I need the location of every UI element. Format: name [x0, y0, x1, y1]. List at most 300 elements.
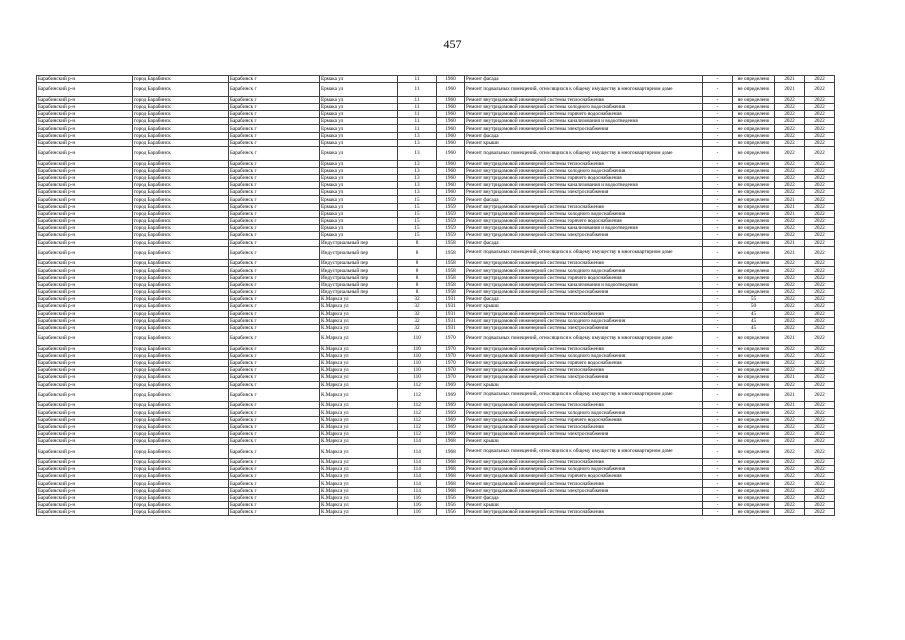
cell-work-type: Ремонт внутридомовой инженерной системы холодного водоснабжения: [465, 267, 703, 274]
cell-district: Барабинский р-н: [37, 239, 133, 246]
cell-year-built: 1959: [437, 225, 465, 232]
cell-dash-column: -: [703, 96, 733, 103]
cell-house-number: 11: [398, 118, 437, 125]
table-row: [37, 466, 835, 473]
cell-cost: не определено: [733, 352, 775, 359]
cell-locality: Барабинск г: [229, 487, 320, 494]
cell-locality: Барабинск г: [229, 381, 320, 388]
cell-year-built: 1959: [437, 218, 465, 225]
cell-work-type: Ремонт внутридомовой инженерной системы холодного водоснабжения: [465, 466, 703, 473]
cell-district: Барабинский р-н: [37, 352, 133, 359]
cell-municipality: город Барабинск: [133, 494, 229, 501]
cell-municipality: город Барабинск: [133, 480, 229, 487]
cell-end-year: 2022: [805, 232, 835, 239]
cell-work-type: Ремонт фасада: [465, 494, 703, 501]
table-row: [37, 203, 835, 210]
cell-district: Барабинский р-н: [37, 160, 133, 167]
cell-district: Барабинский р-н: [37, 96, 133, 103]
table-row: [37, 345, 835, 352]
cell-start-year: 2022: [775, 416, 805, 423]
cell-cost: не определено: [733, 96, 775, 103]
cell-work-type: Ремонт внутридомовой инженерной системы горячего водоснабжения: [465, 174, 703, 181]
cell-cost: не определено: [733, 402, 775, 409]
cell-district: Барабинский р-н: [37, 445, 133, 459]
cell-locality: Барабинск г: [229, 125, 320, 132]
cell-district: Барабинский р-н: [37, 76, 133, 83]
cell-year-built: 1969: [437, 431, 465, 438]
cell-work-type: Ремонт внутридомовой инженерной системы горячего водоснабжения: [465, 360, 703, 367]
cell-locality: Барабинск г: [229, 303, 320, 310]
cell-municipality: город Барабинск: [133, 310, 229, 317]
cell-municipality: город Барабинск: [133, 182, 229, 189]
cell-year-built: 1970: [437, 345, 465, 352]
table-row: [37, 487, 835, 494]
cell-district: Барабинский р-н: [37, 125, 133, 132]
cell-municipality: город Барабинск: [133, 196, 229, 203]
cell-municipality: город Барабинск: [133, 167, 229, 174]
cell-street: К.Маркса ул: [320, 409, 398, 416]
cell-year-built: 1960: [437, 182, 465, 189]
cell-work-type: Ремонт внутридомовой инженерной системы горячего водоснабжения: [465, 473, 703, 480]
table-row: [37, 96, 835, 103]
cell-end-year: 2022: [805, 281, 835, 288]
cell-cost: не определено: [733, 267, 775, 274]
cell-work-type: Ремонт внутридомовой инженерной системы канализования и водоотведения: [465, 118, 703, 125]
cell-start-year: 2022: [775, 296, 805, 303]
cell-locality: Барабинск г: [229, 203, 320, 210]
cell-municipality: город Барабинск: [133, 324, 229, 331]
cell-municipality: город Барабинск: [133, 232, 229, 239]
cell-dash-column: -: [703, 203, 733, 210]
cell-end-year: 2022: [805, 125, 835, 132]
table-row: [37, 423, 835, 430]
cell-house-number: 11: [398, 111, 437, 118]
cell-end-year: 2022: [805, 132, 835, 139]
cell-start-year: 2022: [775, 352, 805, 359]
cell-municipality: город Барабинск: [133, 267, 229, 274]
cell-end-year: 2022: [805, 96, 835, 103]
cell-municipality: город Барабинск: [133, 388, 229, 402]
cell-district: Барабинский р-н: [37, 402, 133, 409]
cell-work-type: Ремонт внутридомовой инженерной системы холодного водоснабжения: [465, 317, 703, 324]
cell-house-number: 13: [398, 189, 437, 196]
cell-cost: не определено: [733, 367, 775, 374]
cell-year-built: 1960: [437, 167, 465, 174]
cell-house-number: 11: [398, 125, 437, 132]
cell-year-built: 1931: [437, 317, 465, 324]
cell-dash-column: -: [703, 296, 733, 303]
cell-locality: Барабинск г: [229, 324, 320, 331]
table-row: [37, 494, 835, 501]
cell-dash-column: -: [703, 303, 733, 310]
cell-end-year: 2022: [805, 296, 835, 303]
cell-street: К.Маркса ул: [320, 324, 398, 331]
cell-district: Барабинский р-н: [37, 466, 133, 473]
cell-start-year: 2022: [775, 487, 805, 494]
cell-district: Барабинский р-н: [37, 416, 133, 423]
cell-street: К.Маркса ул: [320, 303, 398, 310]
cell-locality: Барабинск г: [229, 345, 320, 352]
cell-start-year: 2022: [775, 289, 805, 296]
cell-dash-column: -: [703, 381, 733, 388]
cell-municipality: город Барабинск: [133, 83, 229, 97]
cell-municipality: город Барабинск: [133, 239, 229, 246]
cell-district: Барабинский р-н: [37, 189, 133, 196]
cell-end-year: 2022: [805, 473, 835, 480]
cell-municipality: город Барабинск: [133, 111, 229, 118]
cell-dash-column: -: [703, 332, 733, 346]
cell-end-year: 2022: [805, 381, 835, 388]
cell-cost: не определено: [733, 431, 775, 438]
cell-end-year: 2022: [805, 480, 835, 487]
cell-end-year: 2022: [805, 360, 835, 367]
cell-district: Барабинский р-н: [37, 139, 133, 146]
cell-cost: не определено: [733, 225, 775, 232]
cell-street: Ермака ул: [320, 174, 398, 181]
table-row: [37, 296, 835, 303]
cell-street: Ермака ул: [320, 103, 398, 110]
cell-cost: не определено: [733, 466, 775, 473]
cell-house-number: 8: [398, 289, 437, 296]
cell-street: Ермака ул: [320, 118, 398, 125]
cell-municipality: город Барабинск: [133, 509, 229, 516]
cell-district: Барабинский р-н: [37, 409, 133, 416]
cell-end-year: 2022: [805, 189, 835, 196]
cell-cost: не определено: [733, 118, 775, 125]
cell-municipality: город Барабинск: [133, 274, 229, 281]
cell-start-year: 2022: [775, 232, 805, 239]
cell-end-year: 2022: [805, 76, 835, 83]
cell-year-built: 1960: [437, 83, 465, 97]
cell-cost: не определено: [733, 83, 775, 97]
table-row: [37, 196, 835, 203]
cell-house-number: 8: [398, 246, 437, 260]
cell-start-year: 2022: [775, 310, 805, 317]
cell-dash-column: -: [703, 367, 733, 374]
cell-start-year: 2022: [775, 480, 805, 487]
cell-street: К.Маркса ул: [320, 374, 398, 381]
cell-district: Барабинский р-н: [37, 281, 133, 288]
cell-dash-column: -: [703, 494, 733, 501]
cell-end-year: 2022: [805, 402, 835, 409]
cell-year-built: 1969: [437, 416, 465, 423]
table-row: [37, 274, 835, 281]
cell-end-year: 2022: [805, 367, 835, 374]
cell-cost: не определено: [733, 445, 775, 459]
cell-work-type: Ремонт внутридомовой инженерной системы теплоснабжения: [465, 310, 703, 317]
table-row: [37, 374, 835, 381]
cell-municipality: город Барабинск: [133, 246, 229, 260]
cell-locality: Барабинск г: [229, 96, 320, 103]
cell-year-built: 1960: [437, 76, 465, 83]
cell-year-built: 1970: [437, 374, 465, 381]
cell-year-built: 1958: [437, 267, 465, 274]
cell-work-type: Ремонт внутридомовой инженерной системы холодного водоснабжения: [465, 103, 703, 110]
cell-district: Барабинский р-н: [37, 502, 133, 509]
table-row: [37, 352, 835, 359]
cell-house-number: 13: [398, 167, 437, 174]
cell-work-type: Ремонт внутридомовой инженерной системы электроснабжения: [465, 232, 703, 239]
cell-year-built: 1968: [437, 445, 465, 459]
cell-locality: Барабинск г: [229, 402, 320, 409]
cell-work-type: Ремонт внутридомовой инженерной системы электроснабжения: [465, 324, 703, 331]
cell-dash-column: -: [703, 473, 733, 480]
cell-end-year: 2022: [805, 416, 835, 423]
cell-end-year: 2022: [805, 210, 835, 217]
table-row: [37, 111, 835, 118]
cell-year-built: 1931: [437, 310, 465, 317]
cell-house-number: 112: [398, 388, 437, 402]
cell-dash-column: -: [703, 218, 733, 225]
cell-end-year: 2022: [805, 332, 835, 346]
cell-locality: Барабинск г: [229, 189, 320, 196]
cell-start-year: 2022: [775, 473, 805, 480]
cell-locality: Барабинск г: [229, 147, 320, 161]
cell-end-year: 2022: [805, 303, 835, 310]
cell-start-year: 2022: [775, 367, 805, 374]
cell-house-number: 112: [398, 381, 437, 388]
cell-end-year: 2022: [805, 218, 835, 225]
cell-house-number: 32: [398, 324, 437, 331]
cell-street: К.Маркса ул: [320, 480, 398, 487]
cell-district: Барабинский р-н: [37, 111, 133, 118]
cell-locality: Барабинск г: [229, 431, 320, 438]
cell-work-type: Ремонт внутридомовой инженерной системы холодного водоснабжения: [465, 409, 703, 416]
table-row: [37, 260, 835, 267]
cell-locality: Барабинск г: [229, 232, 320, 239]
cell-dash-column: -: [703, 438, 733, 445]
cell-dash-column: -: [703, 111, 733, 118]
cell-work-type: Ремонт крыши: [465, 381, 703, 388]
cell-dash-column: -: [703, 210, 733, 217]
cell-municipality: город Барабинск: [133, 125, 229, 132]
cell-street: К.Маркса ул: [320, 423, 398, 430]
cell-end-year: 2022: [805, 246, 835, 260]
cell-municipality: город Барабинск: [133, 458, 229, 465]
cell-street: К.Маркса ул: [320, 509, 398, 516]
cell-municipality: город Барабинск: [133, 416, 229, 423]
cell-house-number: 13: [398, 160, 437, 167]
cell-district: Барабинский р-н: [37, 232, 133, 239]
cell-year-built: 1968: [437, 473, 465, 480]
cell-year-built: 1960: [437, 111, 465, 118]
cell-cost: не определено: [733, 103, 775, 110]
cell-end-year: 2022: [805, 438, 835, 445]
cell-district: Барабинский р-н: [37, 118, 133, 125]
cell-dash-column: -: [703, 310, 733, 317]
cell-cost: не определено: [733, 189, 775, 196]
cell-house-number: 8: [398, 267, 437, 274]
cell-municipality: город Барабинск: [133, 303, 229, 310]
cell-municipality: город Барабинск: [133, 147, 229, 161]
cell-house-number: 114: [398, 438, 437, 445]
cell-cost: не определено: [733, 132, 775, 139]
cell-municipality: город Барабинск: [133, 360, 229, 367]
cell-street: Индустриальный пер: [320, 281, 398, 288]
cell-cost: не определено: [733, 416, 775, 423]
cell-municipality: город Барабинск: [133, 402, 229, 409]
cell-house-number: 32: [398, 296, 437, 303]
cell-district: Барабинский р-н: [37, 423, 133, 430]
cell-house-number: 114: [398, 445, 437, 459]
cell-cost: не определено: [733, 147, 775, 161]
cell-house-number: 112: [398, 416, 437, 423]
cell-work-type: Ремонт внутридомовой инженерной системы теплоснабжения: [465, 402, 703, 409]
cell-district: Барабинский р-н: [37, 303, 133, 310]
cell-house-number: 13: [398, 147, 437, 161]
cell-cost: не определено: [733, 76, 775, 83]
cell-locality: Барабинск г: [229, 281, 320, 288]
cell-end-year: 2022: [805, 423, 835, 430]
cell-dash-column: -: [703, 289, 733, 296]
cell-year-built: 1960: [437, 103, 465, 110]
cell-end-year: 2022: [805, 260, 835, 267]
cell-start-year: 2022: [775, 494, 805, 501]
cell-work-type: Ремонт внутридомовой инженерной системы электроснабжения: [465, 431, 703, 438]
cell-cost: не определено: [733, 438, 775, 445]
cell-dash-column: -: [703, 239, 733, 246]
cell-work-type: Ремонт внутридомовой инженерной системы холодного водоснабжения: [465, 352, 703, 359]
table-row: [37, 480, 835, 487]
table-row: [37, 83, 835, 97]
cell-house-number: 15: [398, 210, 437, 217]
cell-cost: не определено: [733, 423, 775, 430]
cell-start-year: 2022: [775, 502, 805, 509]
cell-end-year: 2022: [805, 174, 835, 181]
cell-locality: Барабинск г: [229, 509, 320, 516]
cell-municipality: город Барабинск: [133, 345, 229, 352]
cell-cost: не определено: [733, 174, 775, 181]
cell-locality: Барабинск г: [229, 388, 320, 402]
cell-dash-column: -: [703, 445, 733, 459]
cell-dash-column: -: [703, 83, 733, 97]
cell-work-type: Ремонт внутридомовой инженерной системы теплоснабжения: [465, 96, 703, 103]
cell-cost: 55: [733, 296, 775, 303]
cell-municipality: город Барабинск: [133, 332, 229, 346]
repair-schedule-table: [36, 75, 835, 516]
cell-district: Барабинский р-н: [37, 494, 133, 501]
cell-municipality: город Барабинск: [133, 438, 229, 445]
cell-year-built: 1931: [437, 296, 465, 303]
cell-dash-column: -: [703, 458, 733, 465]
cell-dash-column: -: [703, 317, 733, 324]
cell-end-year: 2022: [805, 324, 835, 331]
cell-municipality: город Барабинск: [133, 160, 229, 167]
cell-district: Барабинский р-н: [37, 480, 133, 487]
cell-locality: Барабинск г: [229, 360, 320, 367]
cell-street: К.Маркса ул: [320, 445, 398, 459]
cell-start-year: 2022: [775, 189, 805, 196]
table-row: [37, 332, 835, 346]
cell-municipality: город Барабинск: [133, 445, 229, 459]
cell-district: Барабинский р-н: [37, 182, 133, 189]
cell-municipality: город Барабинск: [133, 296, 229, 303]
cell-district: Барабинский р-н: [37, 132, 133, 139]
table-row: [37, 416, 835, 423]
cell-locality: Барабинск г: [229, 103, 320, 110]
cell-district: Барабинский р-н: [37, 83, 133, 97]
cell-street: К.Маркса ул: [320, 310, 398, 317]
cell-work-type: Ремонт фасада: [465, 296, 703, 303]
cell-work-type: Ремонт подвальных помещений, относящихся к общему имуществу в многоквартирном доме: [465, 445, 703, 459]
cell-year-built: 1969: [437, 409, 465, 416]
cell-year-built: 1956: [437, 494, 465, 501]
table-row: [37, 409, 835, 416]
cell-cost: не определено: [733, 289, 775, 296]
cell-end-year: 2022: [805, 458, 835, 465]
cell-house-number: 11: [398, 103, 437, 110]
cell-street: Индустриальный пер: [320, 260, 398, 267]
cell-start-year: 2021: [775, 76, 805, 83]
cell-district: Барабинский р-н: [37, 431, 133, 438]
cell-district: Барабинский р-н: [37, 147, 133, 161]
cell-dash-column: -: [703, 246, 733, 260]
cell-locality: Барабинск г: [229, 160, 320, 167]
table-row: [37, 267, 835, 274]
cell-locality: Барабинск г: [229, 416, 320, 423]
cell-municipality: город Барабинск: [133, 118, 229, 125]
cell-district: Барабинский р-н: [37, 473, 133, 480]
cell-district: Барабинский р-н: [37, 289, 133, 296]
cell-work-type: Ремонт крыши: [465, 502, 703, 509]
cell-work-type: Ремонт внутридомовой инженерной системы электроснабжения: [465, 189, 703, 196]
cell-street: Ермака ул: [320, 218, 398, 225]
cell-work-type: Ремонт внутридомовой инженерной системы электроснабжения: [465, 289, 703, 296]
cell-locality: Барабинск г: [229, 374, 320, 381]
cell-municipality: город Барабинск: [133, 281, 229, 288]
cell-district: Барабинский р-н: [37, 274, 133, 281]
cell-locality: Барабинск г: [229, 246, 320, 260]
cell-house-number: 116: [398, 502, 437, 509]
cell-house-number: 112: [398, 409, 437, 416]
table-row: [37, 509, 835, 516]
repair-schedule-table-wrapper: [36, 75, 834, 516]
cell-house-number: 15: [398, 196, 437, 203]
cell-locality: Барабинск г: [229, 332, 320, 346]
cell-cost: не определено: [733, 139, 775, 146]
cell-dash-column: -: [703, 509, 733, 516]
cell-municipality: город Барабинск: [133, 189, 229, 196]
cell-start-year: 2022: [775, 458, 805, 465]
cell-cost: не определено: [733, 494, 775, 501]
cell-year-built: 1968: [437, 487, 465, 494]
cell-locality: Барабинск г: [229, 118, 320, 125]
cell-start-year: 2022: [775, 218, 805, 225]
cell-end-year: 2022: [805, 239, 835, 246]
cell-dash-column: -: [703, 466, 733, 473]
table-row: [37, 246, 835, 260]
cell-work-type: Ремонт внутридомовой инженерной системы теплоснабжения: [465, 458, 703, 465]
cell-street: К.Маркса ул: [320, 473, 398, 480]
cell-house-number: 112: [398, 402, 437, 409]
cell-year-built: 1960: [437, 118, 465, 125]
cell-house-number: 112: [398, 431, 437, 438]
cell-house-number: 112: [398, 423, 437, 430]
cell-house-number: 15: [398, 232, 437, 239]
cell-work-type: Ремонт внутридомовой инженерной системы теплоснабжения: [465, 203, 703, 210]
table-row: [37, 182, 835, 189]
table-row: [37, 281, 835, 288]
cell-locality: Барабинск г: [229, 458, 320, 465]
cell-district: Барабинский р-н: [37, 174, 133, 181]
cell-locality: Барабинск г: [229, 139, 320, 146]
cell-municipality: город Барабинск: [133, 502, 229, 509]
table-row: [37, 289, 835, 296]
cell-locality: Барабинск г: [229, 480, 320, 487]
cell-start-year: 2021: [775, 332, 805, 346]
cell-dash-column: -: [703, 125, 733, 132]
cell-work-type: Ремонт внутридомовой инженерной системы холодного водоснабжения: [465, 167, 703, 174]
